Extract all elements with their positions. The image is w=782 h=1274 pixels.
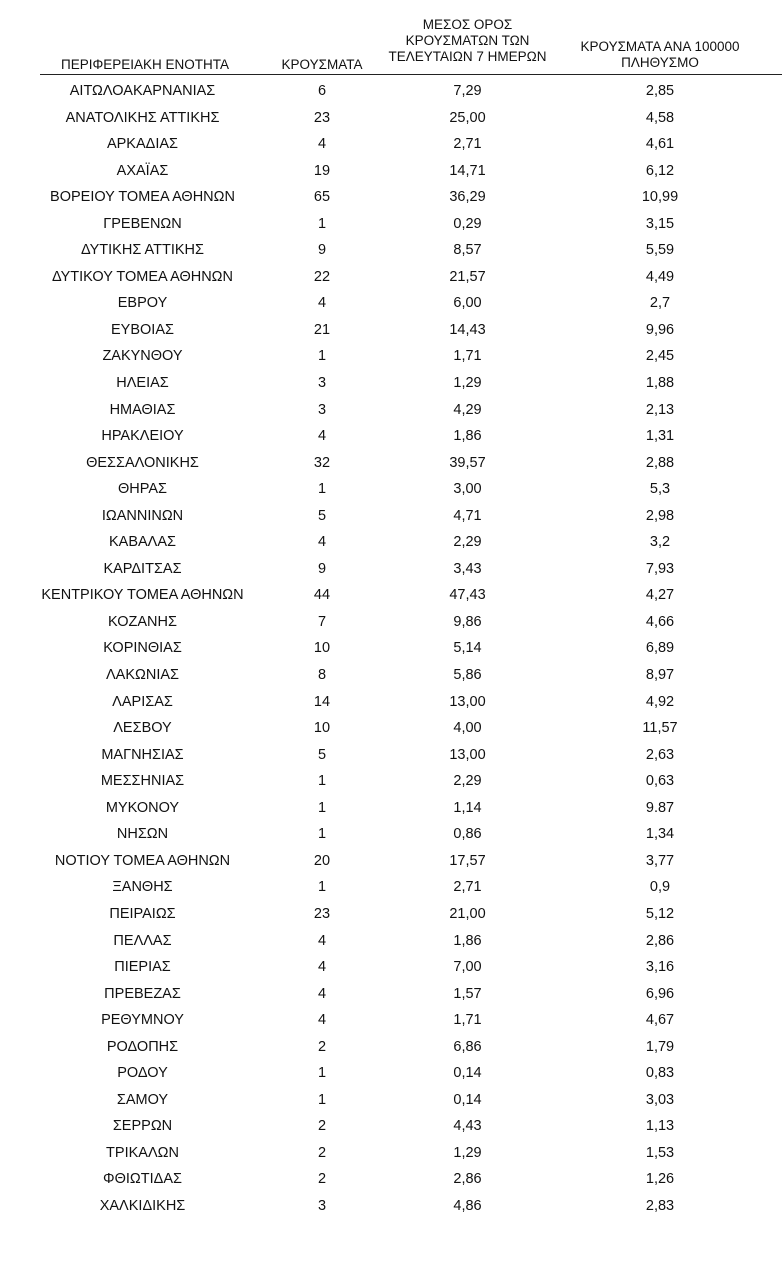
table-row <box>0 424 782 451</box>
per-100k-cell: 0,83 <box>645 1065 675 1082</box>
avg-7-days-cell: 4,86 <box>453 1197 482 1214</box>
cases-cell: 3 <box>317 375 327 392</box>
region-cell: ΛΑΡΙΣΑΣ <box>112 693 173 710</box>
table-row <box>0 1088 782 1115</box>
table-row <box>0 929 782 956</box>
avg-7-days-cell: 2,71 <box>453 879 482 896</box>
per-100k-cell: 2,7 <box>649 295 671 312</box>
table-row <box>0 451 782 478</box>
avg-7-days-cell: 7,29 <box>453 83 482 99</box>
avg-7-days-cell: 14,43 <box>449 321 486 338</box>
cases-cell: 5 <box>317 746 327 763</box>
region-cell: ΜΥΚΟΝΟΥ <box>105 799 180 816</box>
cases-cell: 4 <box>317 295 327 312</box>
avg-7-days-cell: 9,86 <box>453 613 482 630</box>
avg-7-days-cell: 1,29 <box>453 1144 482 1161</box>
region-cell: ΠΙΕΡΙΑΣ <box>114 959 171 976</box>
region-cell: ΘΕΣΣΑΛΟΝΙΚΗΣ <box>86 454 199 471</box>
per-100k-cell: 11,57 <box>642 720 678 737</box>
avg-7-days-cell: 2,86 <box>453 1171 482 1188</box>
cases-cell: 4 <box>317 534 327 551</box>
table-row <box>0 1035 782 1062</box>
table-row <box>0 106 782 133</box>
per-100k-cell: 4,58 <box>645 109 675 126</box>
avg-7-days-cell: 2,71 <box>453 136 482 153</box>
region-cell: ΜΕΣΣΗΝΙΑΣ <box>100 773 185 790</box>
table-row <box>0 185 782 212</box>
avg-7-days-cell: 21,57 <box>449 268 486 285</box>
avg-7-days-cell: 7,00 <box>453 959 482 976</box>
avg-7-days-cell: 0,14 <box>453 1091 482 1108</box>
per-100k-cell: 4,92 <box>645 693 675 710</box>
cases-cell: 23 <box>313 905 331 922</box>
region-cell: ΚΟΖΑΝΗΣ <box>108 613 177 630</box>
region-cell: ΚΑΒΑΛΑΣ <box>108 534 176 551</box>
table-row <box>0 955 782 982</box>
per-100k-cell: 2,83 <box>645 1197 675 1214</box>
table-row <box>0 398 782 425</box>
region-cell: ΚΕΝΤΡΙΚΟΥ ΤΟΜΕΑ ΑΘΗΝΩΝ <box>41 587 244 604</box>
per-100k-cell: 2,86 <box>645 932 675 949</box>
per-100k-cell: 8,97 <box>645 667 675 684</box>
cases-cell: 2 <box>317 1118 327 1135</box>
table-row <box>0 318 782 345</box>
avg-7-days-cell: 1,29 <box>453 375 482 392</box>
header-avg-line-1: ΜΕΣΟΣ ΟΡΟΣ <box>422 17 513 32</box>
avg-7-days-cell: 13,00 <box>449 746 486 763</box>
per-100k-cell: 6,96 <box>645 985 675 1002</box>
avg-7-days-cell: 4,71 <box>453 507 482 524</box>
per-100k-cell: 1,53 <box>645 1144 675 1161</box>
table-row <box>0 663 782 690</box>
region-cell: ΑΧΑΪΑΣ <box>116 162 169 179</box>
region-cell: ΡΕΘΥΜΝΟΥ <box>101 1012 184 1029</box>
cases-cell: 9 <box>317 242 327 259</box>
avg-7-days-cell: 2,29 <box>453 773 482 790</box>
avg-7-days-cell: 4,00 <box>453 720 482 737</box>
region-cell: ΡΟΔΟΥ <box>117 1065 168 1082</box>
table-row <box>0 822 782 849</box>
table-row <box>0 636 782 663</box>
cases-cell: 4 <box>317 985 327 1002</box>
region-cell: ΕΥΒΟΙΑΣ <box>111 321 174 338</box>
per-100k-cell: 2,63 <box>645 746 675 763</box>
header-region: ΠΕΡΙΦΕΡΕΙΑΚΗ ΕΝΟΤΗΤΑ <box>60 57 230 72</box>
region-cell: ΑΝΑΤΟΛΙΚΗΣ ΑΤΤΙΚΗΣ <box>65 109 220 126</box>
table-body <box>0 79 782 1221</box>
table-row <box>0 79 782 106</box>
cases-cell: 1 <box>317 799 327 816</box>
table-row <box>0 557 782 584</box>
per-100k-cell: 3,77 <box>645 852 675 869</box>
table-row <box>0 743 782 770</box>
per-100k-cell: 2,13 <box>645 401 675 418</box>
avg-7-days-cell: 1,86 <box>453 932 482 949</box>
cases-cell: 44 <box>313 587 331 604</box>
table-row <box>0 1167 782 1194</box>
per-100k-cell: 1,88 <box>645 375 675 392</box>
cases-cell: 23 <box>313 109 331 126</box>
region-cell: ΓΡΕΒΕΝΩΝ <box>103 215 182 232</box>
cases-cell: 4 <box>317 136 327 153</box>
cases-cell: 1 <box>317 215 327 232</box>
region-cell: ΝΟΤΙΟΥ ΤΟΜΕΑ ΑΘΗΝΩΝ <box>54 852 231 869</box>
table-row <box>0 796 782 823</box>
region-cell: ΕΒΡΟΥ <box>117 295 168 312</box>
per-100k-cell: 5,12 <box>645 905 675 922</box>
cases-cell: 10 <box>313 640 331 657</box>
avg-7-days-cell: 39,57 <box>449 454 486 471</box>
avg-7-days-cell: 4,29 <box>453 401 482 418</box>
cases-cell: 9 <box>317 560 327 577</box>
region-cell: ΣΑΜΟΥ <box>116 1091 169 1108</box>
avg-7-days-cell: 1,71 <box>453 1012 482 1029</box>
cases-cell: 3 <box>317 1197 327 1214</box>
table-row <box>0 371 782 398</box>
region-cell: ΜΑΓΝΗΣΙΑΣ <box>101 746 184 763</box>
cases-cell: 5 <box>317 507 327 524</box>
per-100k-cell: 1,31 <box>645 428 675 445</box>
region-cell: ΑΙΤΩΛΟΑΚΑΡΝΑΝΙΑΣ <box>69 83 216 99</box>
cases-cell: 20 <box>313 852 331 869</box>
cases-cell: 22 <box>313 268 331 285</box>
avg-7-days-cell: 25,00 <box>449 109 486 126</box>
table-row <box>0 902 782 929</box>
region-cell: ΖΑΚΥΝΘΟΥ <box>102 348 183 365</box>
avg-7-days-cell: 6,86 <box>453 1038 482 1055</box>
avg-7-days-cell: 3,00 <box>453 481 482 498</box>
cases-cell: 2 <box>317 1171 327 1188</box>
cases-cell: 2 <box>317 1038 327 1055</box>
table-row <box>0 265 782 292</box>
per-100k-cell: 4,27 <box>645 587 675 604</box>
per-100k-cell: 1,26 <box>645 1171 675 1188</box>
per-100k-cell: 2,88 <box>645 454 675 471</box>
region-cell: ΗΛΕΙΑΣ <box>116 375 169 392</box>
avg-7-days-cell: 14,71 <box>449 162 486 179</box>
per-100k-cell: 5,59 <box>645 242 675 259</box>
region-cell: ΙΩΑΝΝΙΝΩΝ <box>101 507 184 524</box>
region-cell: ΗΜΑΘΙΑΣ <box>109 401 176 418</box>
cases-cell: 10 <box>313 720 331 737</box>
region-cell: ΤΡΙΚΑΛΩΝ <box>106 1144 179 1161</box>
cases-cell: 4 <box>317 428 327 445</box>
table-row <box>0 212 782 239</box>
table-row <box>0 849 782 876</box>
region-cell: ΑΡΚΑΔΙΑΣ <box>106 136 179 153</box>
region-cell: ΘΗΡΑΣ <box>118 481 167 498</box>
avg-7-days-cell: 8,57 <box>453 242 482 259</box>
table-row <box>0 1061 782 1088</box>
per-100k-cell: 3,16 <box>645 959 675 976</box>
region-cell: ΧΑΛΚΙΔΙΚΗΣ <box>99 1197 186 1214</box>
per-100k-cell: 0,9 <box>649 879 671 896</box>
avg-7-days-cell: 3,43 <box>453 560 482 577</box>
avg-7-days-cell: 1,86 <box>453 428 482 445</box>
cases-cell: 21 <box>313 321 331 338</box>
table-row <box>0 132 782 159</box>
per-100k-cell: 4,49 <box>645 268 675 285</box>
avg-7-days-cell: 0,29 <box>453 215 482 232</box>
region-cell: ΠΡΕΒΕΖΑΣ <box>104 985 181 1002</box>
cases-cell: 1 <box>317 826 327 843</box>
region-cell: ΛΕΣΒΟΥ <box>113 720 172 737</box>
table-row <box>0 291 782 318</box>
cases-cell: 32 <box>313 454 331 471</box>
cases-cell: 1 <box>317 879 327 896</box>
table-row <box>0 716 782 743</box>
table-row <box>0 982 782 1009</box>
per-100k-cell: 3,15 <box>645 215 675 232</box>
cases-cell: 1 <box>317 481 327 498</box>
header-cases-per-100k <box>560 39 760 71</box>
table-row <box>0 238 782 265</box>
region-cell: ΦΘΙΩΤΙΔΑΣ <box>103 1171 182 1188</box>
region-cell: ΣΕΡΡΩΝ <box>112 1118 173 1135</box>
avg-7-days-cell: 2,29 <box>453 534 482 551</box>
per-100k-cell: 2,85 <box>645 83 675 99</box>
table-row <box>0 1141 782 1168</box>
cases-cell: 8 <box>317 667 327 684</box>
region-cell: ΡΟΔΟΠΗΣ <box>106 1038 179 1055</box>
cases-cell: 1 <box>317 1091 327 1108</box>
per-100k-cell: 6,12 <box>645 162 675 179</box>
per-100k-cell: 2,98 <box>645 507 675 524</box>
per-100k-cell: 1,79 <box>645 1038 675 1055</box>
cases-cell: 4 <box>317 932 327 949</box>
cases-cell: 1 <box>317 1065 327 1082</box>
per-100k-cell: 6,89 <box>645 640 675 657</box>
table-row <box>0 690 782 717</box>
cases-cell: 1 <box>317 348 327 365</box>
table-row <box>0 1114 782 1141</box>
avg-7-days-cell: 6,00 <box>453 295 482 312</box>
per-100k-cell: 3,2 <box>649 534 671 551</box>
avg-7-days-cell: 1,71 <box>453 348 482 365</box>
region-cell: ΚΟΡΙΝΘΙΑΣ <box>103 640 182 657</box>
avg-7-days-cell: 17,57 <box>449 852 486 869</box>
table-row <box>0 583 782 610</box>
table-row <box>0 159 782 186</box>
per-100k-cell: 2,45 <box>645 348 675 365</box>
table-row <box>0 1194 782 1221</box>
region-cell: ΚΑΡΔΙΤΣΑΣ <box>103 560 182 577</box>
avg-7-days-cell: 36,29 <box>449 189 486 206</box>
table-row <box>0 344 782 371</box>
per-100k-cell: 9,96 <box>645 321 675 338</box>
table-row <box>0 610 782 637</box>
cases-cell: 6 <box>317 83 327 99</box>
avg-7-days-cell: 21,00 <box>449 905 486 922</box>
header-avg-line-3: ΤΕΛΕΥΤΑΙΩΝ 7 ΗΜΕΡΩΝ <box>388 49 547 64</box>
region-cell: ΝΗΣΩΝ <box>116 826 169 843</box>
per-100k-cell: 7,93 <box>645 560 675 577</box>
header-avg-7-days <box>380 17 555 65</box>
per-100k-cell: 0,63 <box>645 773 675 790</box>
region-cell: ΛΑΚΩΝΙΑΣ <box>105 667 179 684</box>
cases-cell: 19 <box>313 162 331 179</box>
avg-7-days-cell: 0,86 <box>453 826 482 843</box>
per-100k-cell: 4,66 <box>645 613 675 630</box>
cases-cell: 4 <box>317 959 327 976</box>
table-row <box>0 477 782 504</box>
cases-cell: 4 <box>317 1012 327 1029</box>
cases-cell: 7 <box>317 613 327 630</box>
per-100k-cell: 3,03 <box>645 1091 675 1108</box>
avg-7-days-cell: 5,86 <box>453 667 482 684</box>
header-cases: ΚΡΟΥΣΜΑΤΑ <box>281 57 363 72</box>
region-cell: ΔΥΤΙΚΗΣ ΑΤΤΙΚΗΣ <box>81 242 204 259</box>
cases-cell: 3 <box>317 401 327 418</box>
region-cell: ΞΑΝΘΗΣ <box>112 879 173 896</box>
avg-7-days-cell: 0,14 <box>453 1065 482 1082</box>
cases-cell: 14 <box>313 693 331 710</box>
header-divider <box>40 74 782 75</box>
avg-7-days-cell: 47,43 <box>449 587 486 604</box>
cases-cell: 65 <box>313 189 331 206</box>
cases-cell: 2 <box>317 1144 327 1161</box>
table-row <box>0 1008 782 1035</box>
region-cell: ΠΕΙΡΑΙΩΣ <box>109 905 176 922</box>
region-cell: ΗΡΑΚΛΕΙΟΥ <box>101 428 184 445</box>
avg-7-days-cell: 1,57 <box>453 985 482 1002</box>
table-row <box>0 769 782 796</box>
per-100k-cell: 4,61 <box>645 136 675 153</box>
header-per100k-line-1: ΚΡΟΥΣΜΑΤΑ ΑΝΑ 100000 <box>580 39 740 54</box>
avg-7-days-cell: 1,14 <box>453 799 482 816</box>
table-row <box>0 530 782 557</box>
avg-7-days-cell: 5,14 <box>453 640 482 657</box>
region-cell: ΔΥΤΙΚΟΥ ΤΟΜΕΑ ΑΘΗΝΩΝ <box>51 268 233 285</box>
table-row <box>0 504 782 531</box>
avg-7-days-cell: 13,00 <box>449 693 486 710</box>
avg-7-days-cell: 4,43 <box>453 1118 482 1135</box>
per-100k-cell: 10,99 <box>641 189 679 206</box>
per-100k-cell: 1,34 <box>645 826 675 843</box>
table-row <box>0 875 782 902</box>
per-100k-cell: 4,67 <box>645 1012 675 1029</box>
per-100k-cell: 5,3 <box>649 481 671 498</box>
per-100k-cell: 1,13 <box>645 1118 675 1135</box>
region-cell: ΠΕΛΛΑΣ <box>113 932 172 949</box>
per-100k-cell: 9.87 <box>645 799 675 816</box>
header-avg-line-2: ΚΡΟΥΣΜΑΤΩΝ ΤΩΝ <box>405 33 530 48</box>
header-per100k-line-2: ΠΛΗΘΥΣΜΟ <box>621 55 699 70</box>
cases-cell: 1 <box>317 773 327 790</box>
region-cell: ΒΟΡΕΙΟΥ ΤΟΜΕΑ ΑΘΗΝΩΝ <box>50 189 235 206</box>
